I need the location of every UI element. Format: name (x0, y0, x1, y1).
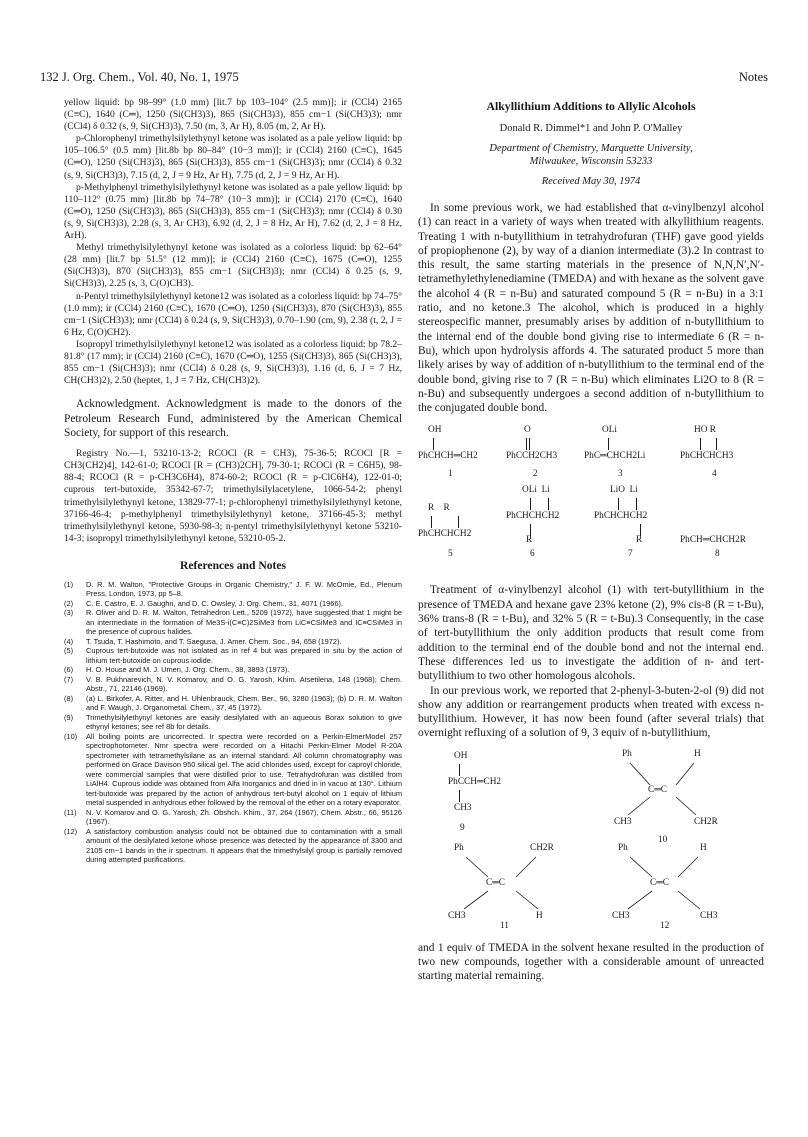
structure-10-phenyl: Ph (622, 748, 632, 759)
reference-item: (10) All boiling points are uncorrected. Ir spectra were recorded on a Perkin-ElmerModel 257 spectrophotometer. Nmr spectra were recorded on a Hitachi Perkin-Elmer Model R-20A spectrometer with tetramethylsilane as an internal standard. All column chromatography was performed on Grace Davison 950 silical gel. The acid chlorides used, except for caproyl chloride, were commercial samples that were distilled prior to use. Tetrahydrofuran was distilled from LiAlH4. Cuprous iodide was obtained from Alfa Inorganics and dried in in vacuo at 130°. Lithium tert-butoxide was prepared by the action of anhydrous tert-butyl alcohol on 1 equiv of lithium metal suspended in anhydrous ether followed by the removal of the ether on a rotary evaporator. (64, 731, 402, 808)
structure-12-alkene: C═C (650, 877, 669, 888)
structures-9-12 (418, 747, 764, 933)
structure-10-number: 10 (658, 834, 668, 845)
reference-item: (4) T. Tsuda, T. Hashimoto, and T. Saegusa, J. Amer. Chem. Soc., 94, 658 (1972). (64, 636, 342, 646)
paragraph: p-Methylphenyl trimethylsilylethynyl ketone was isolated as a pale yellow liquid: bp 110–112° (0.75 mm) [lit.8b bp 74–78° (10−3 mm)]; ir (CCl4) 2170 (C≡C), 1640 (C═O), 1250 (Si(CH3)3), 865 (Si(CH3)3), 855 cm−1 (Si(CH3)3); nmr (CCl4) δ 0.30 (s, 9, Si(CH3)3), 2.28 (s, 3, Ar CH3), 6.92 (d, 2, J = 8 Hz, Ar H), 7.62 (d, 2, J = 8 Hz, ArH). (64, 181, 402, 242)
registry-numbers: Registry No.—1, 53210-13-2; RCOCl (R = CH3), 75-36-5; RCOCl [R = CH3(CH2)4], 142-61-0; RCOCl [R = (CH3)2CH], 79-30-1; RCOCl (R = C6H5), 98-88-4; RCOCl (R = p-CH3C6H4), 874-60-2; RCOCl (R = p-ClC6H4), 122-01-0; cuprous tert-butoxide, 35342-67-7; trimethylsilylacetylene, 1066-54-2; phenyl trimethylsilylethynyl ketone, 13829-77-1; p-chlorophenyl trimethylsilylethynyl ketone, 37166-46-4; p-methylphenyl trimethylsilylethynyl ketone, 37166-45-3; methyl trimethylsilylethynyl ketone, 5930-98-3; n-pentyl trimethylsilylethynyl ketone 53210-14-3; isopropyl trimethylsilylethynyl ketone, 53210-05-2. (64, 448, 402, 544)
structure-7-number: 7 (628, 549, 633, 560)
structure-11-hydrogen: H (536, 910, 543, 921)
structure-6-substituent-r: R (526, 535, 533, 546)
article-title: Alkyllithium Additions to Allylic Alcohols (486, 99, 696, 113)
structure-10-hydrogen: H (694, 748, 701, 759)
paragraph: In some previous work, we had established that α-vinylbenzyl alcohol (1) can react in a variety of ways when treated with alkyllithium reagents. Treating 1 with n-butyllithium in tetrahydrofuran (THF) gave good yields of propiophenone (2), by way of a dianion intermediate (3).2 In contrast to this result, the same starting materials in the presence of N,N,N′,N′-tetramethylethylenediamine (TMEDA) and with hexane as the solvent gave the alcohol 4 (R = n-Bu) and saturated compound 5 (R = n-Bu) in a 3:1 ratio, and no ketone.3 The alcohol, which is produced in a highly stereospecific manner, presumably arises by addition of n-butyllithium to the internal end of the double bond giving rise to intermediate 6 (R = n-Bu), which upon hydrolysis affords 4. The saturated product 5 more than likely arises by way of addition of n-butyllithium to the terminal end of the double bond, giving rise to 7 (R = n-Bu) which eliminates Li2O to 8 (R = n-Bu) and subsequently undergoes a second addition of n-butyllithium to the conjugated double bond. (418, 202, 764, 415)
reference-item: (11) N. V. Komarov and O. G. Yarosh, Zh. Obshch. Khim., 37, 264 (1967), Chem. Abstr., 66, 95126 (1967). (64, 807, 402, 827)
reference-item: (1) D. R. M. Walton, "Protective Groups in Organic Chemistry," J. F. W. McOmie, Ed., Plenum Press, London, 1973, pp 5–8. (64, 579, 402, 599)
paragraph: In our previous work, we reported that 2-phenyl-3-buten-2-ol (9) did not show any addition or rearrangement products when treated with excess n-butyllithium. However, it has now been found (after several trials) that overnight refluxing of a solution of 9, 3 equiv of n-butyllithium, (418, 684, 764, 740)
structure-9-methyl: CH3 (454, 802, 472, 813)
structure-9: PhCCH═CH2 (448, 776, 502, 787)
structure-12-methyl-right: CH3 (700, 910, 718, 921)
paragraph: Treatment of α-vinylbenzyl alcohol (1) with tert-butyllithium in the presence of TMEDA and hexane gave 23% ketone (2), 9% cis-8 (R = t-Bu), 36% trans-8 (R = t-Bu), and 32% 5 (R = t-Bu).3 Consequently, in the case of tert-butyllithium the only addition products that result come from addition to the terminal end of the double bond and not the internal end. These differences led us to investigate the addition of n- and tert-butyllithium to two other homologous alcohols. (418, 584, 764, 683)
structure-7-substituent-r: R (636, 535, 643, 546)
structure-8-number: 8 (715, 549, 720, 560)
structure-3-substituent: OLi (602, 425, 617, 436)
structure-11-ch2r: CH2R (530, 842, 554, 853)
right-column (418, 97, 764, 984)
structure-11-number: 11 (500, 920, 509, 931)
structure-7: PhCHCHCH2 (594, 511, 648, 522)
reference-item: (5) Cuprous tert-butoxide was not isolated as in ref 4 but was prepared in situ by the action of lithium tert-butoxide on cuprous iodide. (64, 646, 402, 665)
structure-3: PhC═CHCH2Li (584, 451, 646, 462)
structure-10-ch2r: CH2R (694, 816, 718, 827)
reference-item: (7) V. B. Pukhnarevich, N. V. Komarov, and O. G. Yarosh, Khim. Atsetilena, 148 (1968); Chem. Abstr., 71, 22146 (1969). (64, 674, 402, 694)
structure-11-phenyl: Ph (454, 842, 464, 853)
structure-6-substituents: OLi Li (522, 485, 550, 496)
structure-4: PhCHCHCH3 (680, 451, 734, 462)
structure-4-substituent: HO R (694, 425, 716, 436)
structure-5: PhCHCHCH2 (418, 529, 472, 540)
paragraph: Isopropyl trimethylsilylethynyl ketone12 was isolated as a colorless liquid: bp 78.2–81.8° (17 mm); ir (CCl4) 2160 (C≡C), 1670 (C═O), 1255 (Si(CH3)3), 865 (Si(CH3)3), 855 cm−1 (Si(CH3)3); nmr (CCl4) δ 0.28 (s, 9, Si(CH3)3), 1.16 (d, 6, J = 7 Hz, CH(CH3)2), 2.50 (heptet, 1, J = 7 Hz, CH(CH3)2). (64, 338, 402, 387)
structure-12-hydrogen: H (700, 842, 707, 853)
reference-item: (8) (a) L. Birkofer, A. Ritter, and H. Uhlenbrauck, Chem. Ber., 96, 3280 (1963); (b) D. R. M. Walton and F. Waugh, J. Organometal. Chem., 37, 45 (1972). (64, 693, 402, 713)
received-date: Received May 30, 1974 (541, 176, 641, 187)
structure-12-methyl-left: CH3 (612, 910, 630, 921)
structure-1-number: 1 (448, 469, 453, 480)
paragraph: p-Chlorophenyl trimethylsilylethynyl ketone was isolated as a pale yellow liquid: bp 105–106.5° (0.5 mm) [lit.8b bp 80–84° (10−3 mm)]; ir (CCl4) 2160 (C≡C), 1645 (C═O), 1250 (Si(CH3)3), 865 (Si(CH3)3), 855 cm−1 (Si(CH3)3); nmr (CCl4) δ 0.32 (s, 9, Si(CH3)3), 7.15 (d, 2, J = 9 Hz, Ar H), 7.75 (d, 2, J = 9 Hz, Ar H). (64, 133, 402, 181)
structure-2-substituent: O (524, 425, 531, 436)
structure-10-methyl: CH3 (614, 816, 632, 827)
structure-9-number: 9 (460, 822, 465, 833)
paragraph: yellow liquid: bp 98–99° (1.0 mm) [lit.7 bp 103–104° (2.5 mm)]; ir (CCl4) 2165 (C≡C), 1640 (C═), 1250 (Si(CH3)3), 865 (Si(CH3)3), 855 cm−1 (Si(CH3)3); nmr (CCl4) δ 0.32 (s, 9, Si(CH3)3), 7.50 (m, 3, Ar H), 8.05 (m, 2, Ar H). (64, 97, 402, 133)
left-column (64, 97, 402, 865)
paragraph: Methyl trimethylsilylethynyl ketone was isolated as a colorless liquid: bp 62–64° (28 mm) [lit.7 bp 51.5° (12 mm)]; ir (CCl4) 2160 (C≡C), 1675 (C═O), 1255 (Si(CH3)3), 870 (Si(CH3)3), 855 cm−1 (Si(CH3)3); nmr (CCl4) δ 0.25 (s, 9, Si(CH3)3), 2.25 (s, 3, C(O)CH3). (64, 242, 402, 290)
reference-item: (12) A satisfactory combustion analysis could not be obtained due to contamination with a small amount of the desilylated ketone whose presence was detected by the appearance of 3300 and 2105 cm−1 bands in the ir spectrum. It appears that the trimethylsilyl group is partially removed during attempted purifications. (64, 826, 402, 865)
structure-2-number: 2 (533, 469, 538, 480)
authors: Donald R. Dimmel*1 and John P. O'Malley (499, 123, 683, 134)
structure-1-substituent: OH (428, 425, 442, 436)
reference-item: (9) Trimethylsilylethynyl ketones are easily desilylated with an aqueous Borax solution to give ethynyl ketones; see ref 8b for details. (64, 712, 402, 732)
structure-10-alkene: C═C (648, 784, 667, 795)
references-heading: References and Notes (179, 558, 287, 572)
structure-11-methyl: CH3 (448, 910, 466, 921)
structure-12-number: 12 (660, 920, 670, 931)
page-header-journal: 132 J. Org. Chem., Vol. 40, No. 1, 1975 (40, 70, 239, 84)
structure-1: PhCHCH═CH2 (418, 451, 478, 462)
structure-4-number: 4 (712, 469, 717, 480)
structure-2: PhCCH2CH3 (506, 451, 558, 462)
affiliation: Department of Chemistry, Marquette University, Milwaukee, Wisconsin 53233 (489, 143, 693, 167)
structure-8: PhCH═CHCH2R (680, 535, 746, 546)
page-header-section: Notes (738, 70, 768, 84)
paragraph: n-Pentyl trimethylsilylethynyl ketone12 was isolated as a colorless liquid: bp 74–75° (1.0 mm); ir (CCl4) 2160 (C≡C), 1670 (C═O), 1250 (Si(CH3)3), 870 (Si(CH3)3), 855 cm−1 (Si(CH3)3); nmr (CCl4) δ 0.24 (s, 9, Si(CH3)3), 0.70–1.90 (cm, 9), 2.38 (t, 2, J = 6 Hz, C(O)CH2). (64, 290, 402, 338)
paragraph: and 1 equiv of TMEDA in the solvent hexane resulted in the production of two new compounds, together with a considerable amount of unreacted starting material remaining. (418, 941, 764, 983)
structure-6-number: 6 (530, 549, 535, 560)
acknowledgment: Acknowledgment. Acknowledgment is made to the donors of the Petroleum Research Fund, administered by the American Chemical Society, for support of this research. (64, 398, 402, 439)
structure-5-substituents: R R (428, 503, 450, 514)
structure-6: PhCHCHCH2 (506, 511, 560, 522)
reference-item: (3) R. Oliver and D. R. M. Walton, Tetrahedron Lett., 5209 (1972), have suggested that 1 might be an intermediate in the formation of Me3S-i(C≡C)2SiMe3 from LiC≡CSiMe3 and IC≡CSiMe3 in the presence of cuprous halides. (64, 608, 402, 637)
structure-3-number: 3 (618, 469, 623, 480)
structure-11-alkene: C═C (486, 877, 505, 888)
structure-12-phenyl: Ph (618, 842, 628, 853)
structure-5-number: 5 (448, 549, 453, 560)
reference-item: (6) H. O. House and M. J. Umen, J. Org. Chem., 38, 3893 (1973). (64, 665, 290, 675)
references-list (64, 580, 402, 865)
structure-7-substituents: LiO Li (610, 485, 638, 496)
reference-item: (2) C. E. Castro, E. J. Gaughn, and D. C. Owsley, J. Org. Chem., 31, 4071 (1966). (64, 598, 344, 608)
structure-9-substituent: OH (454, 750, 468, 761)
structures-1-8 (418, 423, 764, 575)
